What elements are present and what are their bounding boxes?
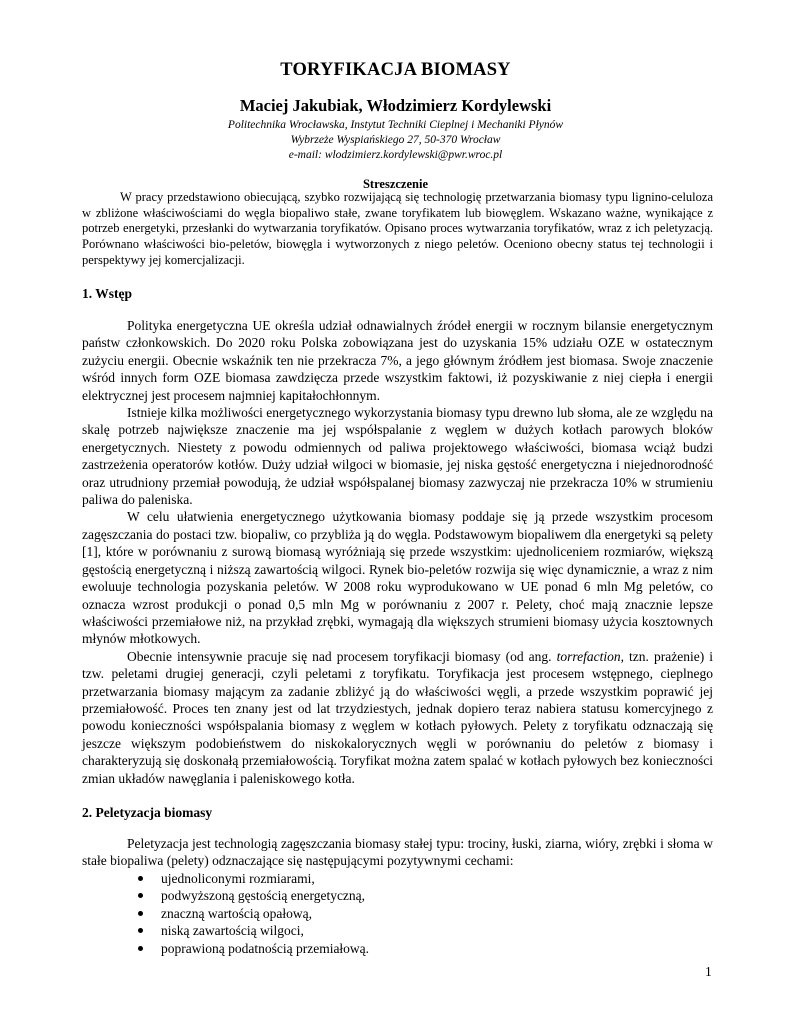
section-2-paragraph-1: Peletyzacja jest technologią zagęszczania biomasy stałej typu: trociny, łuski, ziarna, wióry, zrębki i słoma w stałe biopaliwa (pelety) odznaczające się następującymi pozytywnymi cechami: bbox=[82, 836, 713, 869]
abstract-heading: Streszczenie bbox=[362, 177, 428, 191]
list-item: poprawioną podatnością przemiałową. bbox=[133, 940, 369, 957]
paper-title: TORYFIKACJA BIOMASY bbox=[280, 60, 511, 80]
section-2-body bbox=[82, 835, 713, 870]
list-item: podwyższoną gęstością energetyczną, bbox=[133, 887, 369, 904]
abstract-text: W pracy przedstawiono obiecującą, szybko rozwijającą się technologię przetwarzania biomasy typu lignino-celuloza w zbliżone właściwościami do węgla biopaliwo stałe, zwane toryfikatem lub biowęglem. Wskazano ważne, wynikające z potrzeb energetyki, przesłanki do wytwarzania toryfikatów. Opisano proces wytwarzania toryfikatów, wraz z ich peletyzacją. Porównano właściwości bio-peletów, biowęgla i wytworzonych z niego peletów. Oceniono obecny status tej technologii i perspektywy jej komercjalizacji. bbox=[82, 190, 713, 267]
list-item: niską zawartością wilgoci, bbox=[133, 922, 369, 939]
term-torrefaction: torrefaction bbox=[556, 648, 621, 664]
bullet-icon bbox=[138, 946, 143, 951]
bullet-icon bbox=[138, 928, 143, 933]
list-item: znaczną wartością opałową, bbox=[133, 905, 369, 922]
bullet-icon bbox=[138, 911, 143, 916]
bullet-icon bbox=[138, 893, 143, 898]
paragraph-4-text-before: Obecnie intensywnie pracuje się nad procesem toryfikacji biomasy (od ang. bbox=[127, 648, 557, 664]
section-1-paragraph-4 bbox=[82, 648, 713, 787]
features-list bbox=[133, 870, 369, 957]
section-1-paragraph-1: Polityka energetyczna UE określa udział odnawialnych źródeł energii w rocznym bilansie energetycznym państw członkowskich. Do 2020 roku Polska zobowiązana jest do uzyskania 15% udziału OZE w ostatecznym zużyciu energii. Obecnie wskaźnik ten nie przekracza 7%, a jego głównym źródłem jest biomasa. Swoje znaczenie wśród innych form OZE biomasa zawdzięcza przede wszystkim faktowi, iż pozyskiwanie z niej ciepła i energii elektrycznej jest procesem najmniej kapitałochłonnym. bbox=[82, 318, 713, 403]
paper-authors: Maciej Jakubiak, Włodzimierz Kordylewski bbox=[239, 96, 552, 115]
author-affiliation: Politechnika Wrocławska, Instytut Techniki Cieplnej i Mechaniki Płynów bbox=[227, 119, 564, 131]
list-item: ujednoliconymi rozmiarami, bbox=[133, 870, 369, 887]
section-1-paragraph-2: Istnieje kilka możliwości energetycznego wykorzystania biomasy typu drewno lub słoma, ale ze względu na skalę potrzeb największe znaczenie ma jej współspalanie z węglem w dużych kotłach parowych bloków energetycznych. Niestety z powodu odmiennych od paliwa projektowego właściwości, biomasa wciąż budzi zastrzeżenia operatorów kotłów. Duży udział wilgoci w biomasie, jej niska gęstość energetyczna i niejednorodność oraz utrudniony przemiał powodują, że udział współspalanej biomasy zazwyczaj nie przekracza 10% w strumieniu paliwa do paleniska. bbox=[82, 405, 713, 508]
section-1-paragraph-3: W celu ułatwienia energetycznego użytkowania biomasy poddaje się ją przede wszystkim procesom zagęszczania do postaci tzw. biopaliw, co przybliża ją do węgla. Podstawowym biopaliwem dla energetyki są pelety [1], które w porównaniu z surową biomasą wyróżniają się przede wszystkim: ujednoliceniem rozmiarów, większą gęstością energetyczną i niższą zawartością wilgoci. Rynek bio-peletów rozwija się więc dynamicznie, a wraz z nim ewoluuje technologia pozyskania peletów. W 2008 roku wyprodukowano w UE ponad 6 mln Mg peletów, co oznacza wzrost produkcji o ponad 0,5 mln Mg w porównaniu z 2007 r. Pelety, choć mają znacznie lepsze właściwości przemiałowe niż, na przykład zrębki, wymagają dla większych strumieni biomasy użycia kosztownych młynów młotkowych. bbox=[82, 509, 713, 647]
section-1-body bbox=[82, 317, 713, 787]
paragraph-4-text-after: , tzn. prażenie) i tzw. peletami drugiej generacji, czyli peletami z toryfikatu. Toryfikacja jest procesem wstępnego, cieplnego przetwarzania biomasy mającym za zadanie zbliżyć ją do właściwości węgli, a przede wszystkim poprawić jej przemiałowość. Proces ten znany jest od lat trzydziestych, jednak dopiero teraz nabiera statusu komercyjnego z powodu konieczności współspalania biomasy z węglem w kotłach pyłowych. Pelety z toryfikatu odznaczają się jeszcze większym podobieństwem do niskokalorycznych węgli w porównaniu do peletów z biomasy i charakteryzują się doskonałą przemiałowością. Toryfikat można zatem spalać w kotłach pyłowych bez konieczności zmian układów nawęglania i paleniskowego kotła. bbox=[82, 648, 713, 786]
section-1-heading: 1. Wstęp bbox=[82, 286, 133, 301]
page-number: 1 bbox=[705, 964, 712, 979]
bullet-icon bbox=[138, 876, 143, 881]
section-2-heading: 2. Peletyzacja biomasy bbox=[82, 805, 213, 820]
author-email: e-mail: wlodzimierz.kordylewski@pwr.wroc.pl bbox=[288, 149, 503, 161]
author-address: Wybrzeże Wyspiańskiego 27, 50-370 Wrocław bbox=[290, 134, 501, 146]
